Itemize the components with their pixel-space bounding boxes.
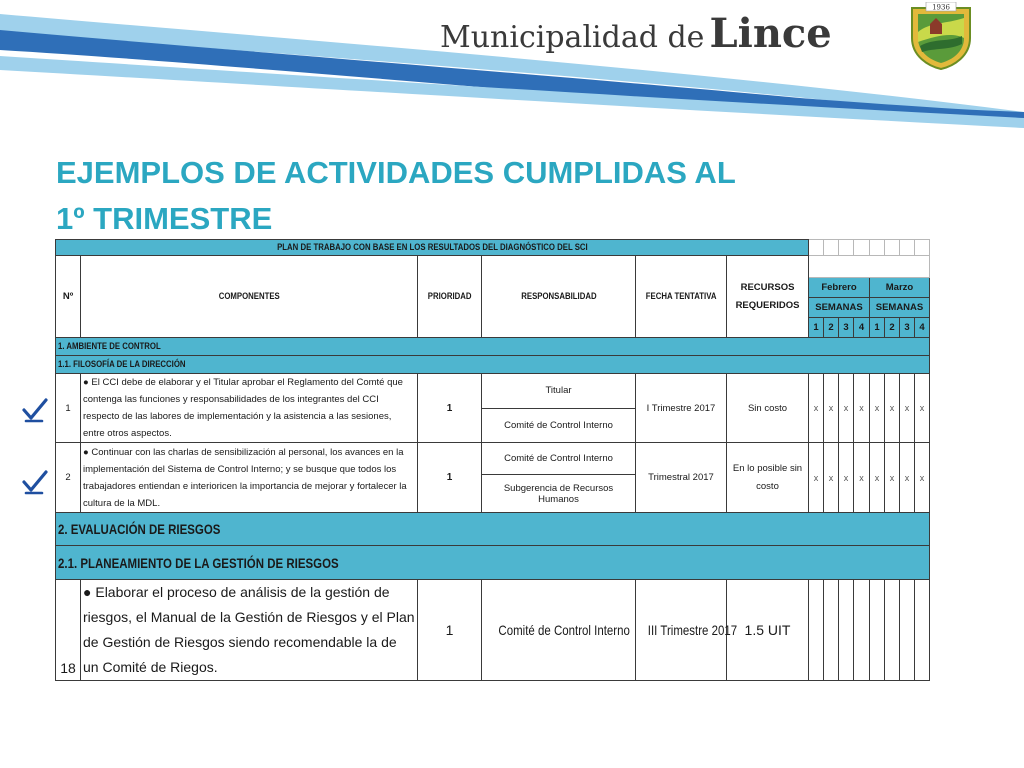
header-week: 4 xyxy=(915,318,930,338)
header-week: 2 xyxy=(885,318,900,338)
row-recursos: Sin costo xyxy=(727,374,809,443)
row-mark: x xyxy=(885,443,900,513)
row-mark: x xyxy=(824,443,839,513)
row-mark: x xyxy=(900,374,915,443)
table-row xyxy=(56,443,930,475)
org-name-part1: Municipalidad de xyxy=(440,20,705,55)
crest-year: 1936 xyxy=(932,3,950,12)
header-recursos: RECURSOS REQUERIDOS xyxy=(727,256,809,338)
row-recursos: 1.5 UIT xyxy=(727,580,809,681)
header-semanas-marzo: SEMANAS xyxy=(870,298,930,318)
slide-title xyxy=(56,150,890,242)
row-mark: x xyxy=(870,374,885,443)
row-prioridad: 1 xyxy=(418,374,482,443)
row-mark: x xyxy=(900,443,915,513)
row-prioridad: 1 xyxy=(418,443,482,513)
row-responsable: Titular xyxy=(482,374,636,409)
row-num: 1 xyxy=(56,374,81,443)
row-mark: x xyxy=(885,374,900,443)
row-mark: x xyxy=(915,374,930,443)
org-name xyxy=(440,10,832,57)
subsection-filosofia-direccion: 1.1. FILOSOFÍA DE LA DIRECCIÓN xyxy=(56,356,930,374)
header-week: 1 xyxy=(809,318,824,338)
section-evaluacion-riesgos: 2. EVALUACIÓN DE RIESGOS xyxy=(56,513,930,546)
row-prioridad: 1 xyxy=(418,580,482,681)
header-month-marzo: Marzo xyxy=(870,278,930,298)
row-mark: x xyxy=(839,443,854,513)
row-responsable: Comité de Control Interno xyxy=(482,580,636,681)
header-week: 3 xyxy=(839,318,854,338)
row-mark: x xyxy=(870,443,885,513)
row-responsable: Subgerencia de Recursos Humanos xyxy=(482,475,636,513)
work-plan-table xyxy=(55,239,930,681)
header-num: Nº xyxy=(56,256,81,338)
slide-title-line2: 1º TRIMESTRE xyxy=(56,201,273,236)
row-component: ● El CCI debe de elaborar y el Titular aprobar el Reglamento del Comté que contenga las funciones y responsabilidades de los integrantes del CCI respecto de las labores de implementación y la asistencia a las sesiones, entre otros aspectos. xyxy=(81,374,418,443)
subsection-planeamiento-riesgos: 2.1. PLANEAMIENTO DE LA GESTIÓN DE RIESGOS xyxy=(56,546,930,580)
header-week: 4 xyxy=(854,318,870,338)
org-name-part2: Lince xyxy=(709,10,832,57)
row-component: ● Elaborar el proceso de análisis de la gestión de riesgos, el Manual de la Gestión de Riesgos y el Plan de Gestión de Riesgos siendo recomendable la de un Comité de Riegos. xyxy=(81,580,418,681)
slide-title-line1: EJEMPLOS DE ACTIVIDADES CUMPLIDAS AL xyxy=(56,155,736,190)
header-semanas-febrero: SEMANAS xyxy=(809,298,870,318)
row-mark: x xyxy=(915,443,930,513)
row-fecha: Trimestral 2017 xyxy=(636,443,727,513)
municipal-crest-logo xyxy=(908,2,974,70)
row-responsable: Comité de Control Interno xyxy=(482,443,636,475)
header-responsabilidad: RESPONSABILIDAD xyxy=(482,256,636,338)
row-mark: x xyxy=(854,374,870,443)
row-mark: x xyxy=(824,374,839,443)
table-row xyxy=(56,580,930,681)
section-ambiente-control: 1. AMBIENTE DE CONTROL xyxy=(56,338,930,356)
row-num: 18 xyxy=(56,580,81,681)
checkmark-icon xyxy=(22,398,48,424)
row-mark: x xyxy=(809,443,824,513)
row-mark: x xyxy=(854,443,870,513)
header-fecha: FECHA TENTATIVA xyxy=(636,256,727,338)
row-recursos: En lo posible sin costo xyxy=(727,443,809,513)
row-num: 2 xyxy=(56,443,81,513)
header-componentes: COMPONENTES xyxy=(81,256,418,338)
row-fecha: I Trimestre 2017 xyxy=(636,374,727,443)
header-month-febrero: Febrero xyxy=(809,278,870,298)
table-row xyxy=(56,374,930,409)
row-component: ● Continuar con las charlas de sensibilización al personal, los avances en la implementación del Sistema de Control Interno; y se busque que todos los trabajadores entiendan e interioricen la importancia de mejorar y fortalecer la cultura de la MDL. xyxy=(81,443,418,513)
header-week: 3 xyxy=(900,318,915,338)
table-title: PLAN DE TRABAJO CON BASE EN LOS RESULTADOS DEL DIAGNÓSTICO DEL SCI xyxy=(56,240,809,256)
checkmark-icon xyxy=(22,470,48,496)
row-responsable: Comité de Control Interno xyxy=(482,408,636,443)
row-mark: x xyxy=(809,374,824,443)
header-week: 2 xyxy=(824,318,839,338)
row-fecha: III Trimestre 2017 xyxy=(636,580,727,681)
header-week: 1 xyxy=(870,318,885,338)
header-prioridad: PRIORIDAD xyxy=(418,256,482,338)
row-mark: x xyxy=(839,374,854,443)
